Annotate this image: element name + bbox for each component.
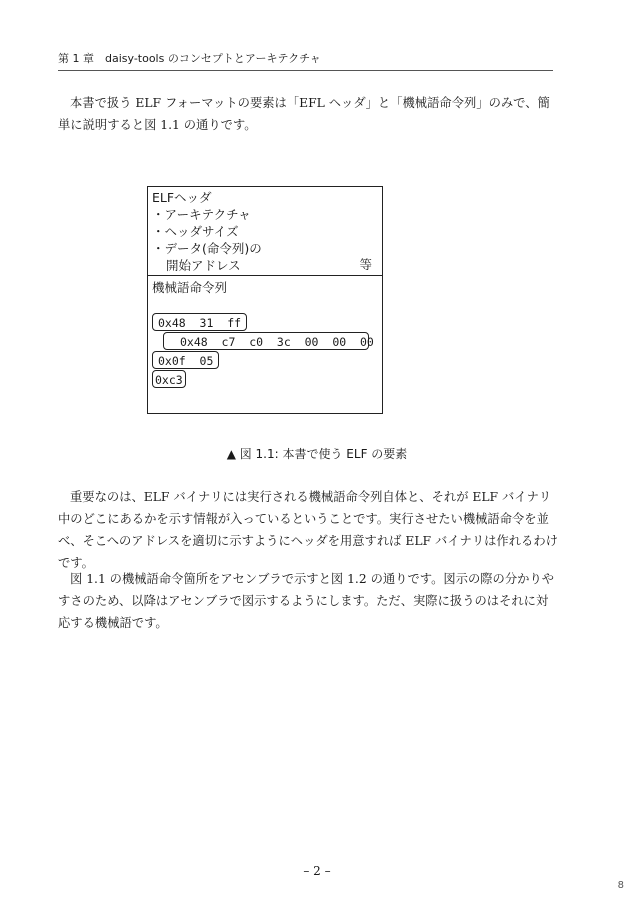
elf-header-item: ・ヘッダサイズ [152,224,239,239]
elf-header-etc: 等 [359,257,372,272]
elf-header-section [148,187,382,276]
elf-header-item-cont: 開始アドレス [166,258,241,273]
code-block: 0x0f 05 [152,351,219,369]
paragraph-body: 重要なのは、ELF バイナリには実行される機械語命令列自体と、それが ELF バイナリ中のどこにあるかを示す情報が入っているということです。実行させたい機械語命令を並べ、そこへのアドレスを適切に示すようにヘッダを用意すれば ELF バイナリは作れるわけです。 [58,490,558,570]
elf-figure [147,186,383,414]
elf-header-item: ・アーキテクチャ [152,207,251,222]
code-block: 0x48 31 ff [152,313,247,331]
paragraph-intro: 本書で扱う ELF フォーマットの要素は「EFL ヘッダ」と「機械語命令列」のみで、簡単に説明すると図 1.1 の通りです。 [58,96,550,132]
machine-code-title: 機械語命令列 [152,280,228,295]
corner-number: 8 [617,880,624,891]
code-block: 0x48 c7 c0 3c 00 00 00 [163,332,369,350]
paragraph-body: 図 1.1 の機械語命令箇所をアセンブラで示すと図 1.2 の通りです。図示の際の分かりやすさのため、以降はアセンブラで図示するようにします。ただ、実際に扱うのはそれに対応する機械語です。 [58,572,555,630]
elf-header-item: ・データ(命令列)の [152,241,262,256]
code-block: 0xc3 [152,370,186,388]
machine-code-section [148,276,382,387]
page-number: – 2 – [303,864,331,878]
elf-header-title: ELFヘッダ [152,190,212,205]
figure-caption: ▲ 図 1.1: 本書で使う ELF の要素 [226,447,408,461]
chapter-header: 第 1 章 daisy-tools のコンセプトとアーキテクチャ [58,50,553,71]
